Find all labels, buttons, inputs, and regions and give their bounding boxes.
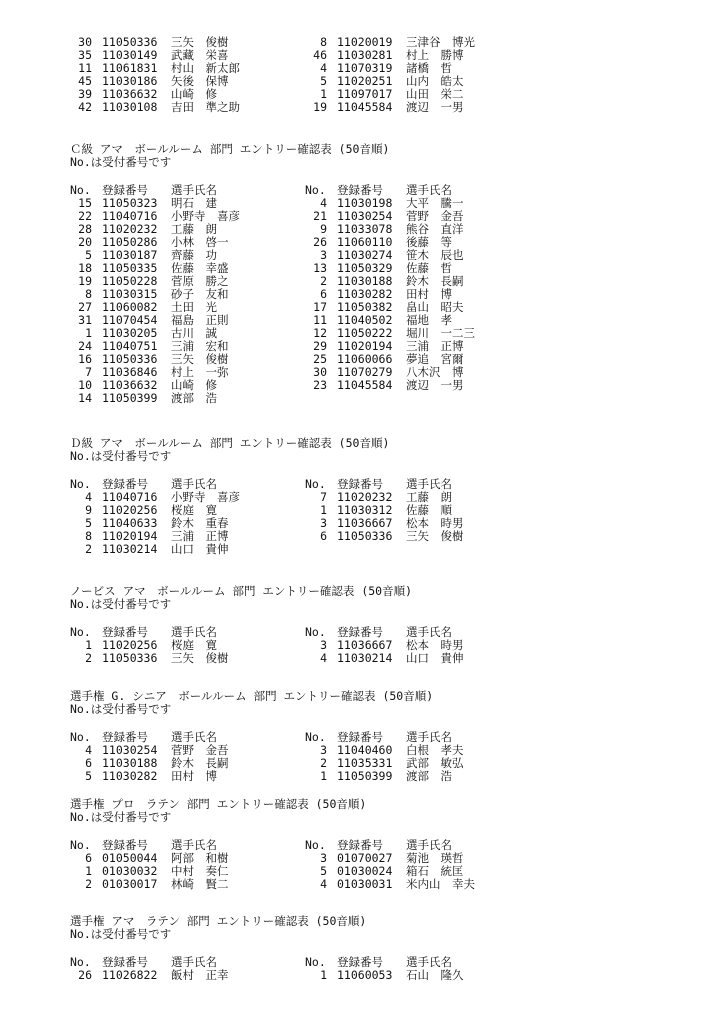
entry-no: 6 [320, 529, 327, 543]
player-name: 山内 皓太 [406, 74, 464, 88]
header-no: No. [70, 625, 91, 639]
entry-no: 5 [85, 248, 92, 262]
header-reg: 登録番号 [337, 183, 383, 197]
registration-number: 11030281 [337, 48, 393, 62]
entry-no: 3 [320, 638, 327, 652]
player-name: 後藤 等 [406, 235, 452, 249]
entry-no: 26 [78, 968, 92, 982]
entry-no: 9 [85, 503, 92, 517]
registration-number: 11097017 [337, 87, 393, 101]
registration-number: 11030312 [337, 503, 393, 517]
entry-no: 6 [85, 851, 92, 865]
registration-number: 11030186 [102, 74, 158, 88]
player-name: 箱石 統匡 [406, 864, 464, 878]
entry-no: 12 [313, 326, 327, 340]
entry-no: 8 [85, 287, 92, 301]
header-name: 選手氏名 [171, 625, 217, 639]
registration-number: 11030188 [102, 756, 158, 770]
registration-number: 11050382 [337, 300, 393, 314]
entry-no: 16 [78, 352, 92, 366]
player-name: 小野寺 喜彦 [171, 490, 240, 504]
registration-number: 11036632 [102, 87, 158, 101]
player-name: 山崎 修 [171, 378, 217, 392]
entry-no: 21 [313, 209, 327, 223]
header-no: No. [305, 730, 326, 744]
registration-number: 11030149 [102, 48, 158, 62]
registration-number: 11050336 [337, 529, 393, 543]
entry-no: 5 [320, 74, 327, 88]
entry-no: 30 [78, 35, 92, 49]
registration-number: 11040460 [337, 743, 393, 757]
registration-number: 11045584 [337, 100, 393, 114]
player-name: 桜庭 寛 [171, 638, 217, 652]
entry-no: 4 [320, 61, 327, 75]
player-name: 八木沢 博 [406, 365, 464, 379]
entry-no: 6 [85, 756, 92, 770]
header-no: No. [70, 183, 91, 197]
entry-no: 18 [78, 261, 92, 275]
player-name: 福地 孝 [406, 313, 452, 327]
player-name: 菅原 勝之 [171, 274, 229, 288]
header-reg: 登録番号 [102, 625, 148, 639]
registration-number: 11050329 [337, 261, 393, 275]
registration-number: 11030187 [102, 248, 158, 262]
registration-number: 11040633 [102, 516, 158, 530]
registration-number: 11035331 [337, 756, 393, 770]
header-name: 選手氏名 [171, 730, 217, 744]
player-name: 桜庭 寛 [171, 503, 217, 517]
header-no: No. [70, 477, 91, 491]
entry-no: 8 [320, 35, 327, 49]
entry-no: 5 [85, 516, 92, 530]
entry-no: 3 [320, 248, 327, 262]
player-name: 菅野 金吾 [406, 209, 464, 223]
header-reg: 登録番号 [102, 477, 148, 491]
registration-number: 11036846 [102, 365, 158, 379]
player-name: 武藏 栄喜 [171, 48, 229, 62]
registration-number: 11040716 [102, 209, 158, 223]
registration-number: 11030282 [102, 769, 158, 783]
player-name: 土田 光 [171, 300, 217, 314]
player-name: 笹木 辰也 [406, 248, 464, 262]
header-name: 選手氏名 [171, 955, 217, 969]
entry-no: 6 [320, 287, 327, 301]
registration-number: 11040751 [102, 339, 158, 353]
registration-number: 11045584 [337, 378, 393, 392]
entry-no: 1 [85, 326, 92, 340]
player-name: 三矢 俊樹 [171, 352, 229, 366]
player-name: 三矢 俊樹 [171, 651, 229, 665]
header-no: No. [305, 477, 326, 491]
section-title: Ｄ級 アマ ボールルーム 部門 エントリー確認表 (50音順) [70, 436, 390, 450]
registration-number: 01050044 [102, 851, 158, 865]
registration-number: 11030214 [337, 651, 393, 665]
header-name: 選手氏名 [171, 183, 217, 197]
entry-no: 3 [320, 851, 327, 865]
registration-number: 01030031 [337, 877, 393, 891]
header-name: 選手氏名 [171, 477, 217, 491]
entry-no: 42 [78, 100, 92, 114]
player-name: 田村 博 [406, 287, 452, 301]
entry-no: 7 [320, 490, 327, 504]
entry-no: 45 [78, 74, 92, 88]
entry-no: 5 [85, 769, 92, 783]
player-name: 諸橋 哲 [406, 61, 452, 75]
header-name: 選手氏名 [406, 183, 452, 197]
player-name: 小林 啓一 [171, 235, 229, 249]
header-name: 選手氏名 [171, 838, 217, 852]
section-note: No.は受付番号です [70, 597, 172, 611]
player-name: 林崎 賢二 [171, 877, 229, 891]
registration-number: 11036667 [337, 516, 393, 530]
header-name: 選手氏名 [406, 625, 452, 639]
header-name: 選手氏名 [406, 477, 452, 491]
entry-no: 20 [78, 235, 92, 249]
registration-number: 11060053 [337, 968, 393, 982]
header-no: No. [70, 838, 91, 852]
player-name: 鈴木 長嗣 [406, 274, 464, 288]
entry-no: 4 [85, 490, 92, 504]
registration-number: 11040716 [102, 490, 158, 504]
player-name: 田村 博 [171, 769, 217, 783]
entry-no: 3 [320, 516, 327, 530]
header-no: No. [305, 625, 326, 639]
player-name: 佐藤 哲 [406, 261, 452, 275]
header-name: 選手氏名 [406, 730, 452, 744]
entry-no: 25 [313, 352, 327, 366]
entry-no: 1 [85, 638, 92, 652]
registration-number: 11030214 [102, 542, 158, 556]
registration-number: 11030108 [102, 100, 158, 114]
section-title: 選手権 アマ ラテン 部門 エントリー確認表 (50音順) [70, 914, 367, 928]
registration-number: 11050399 [102, 391, 158, 405]
player-name: 福島 正則 [171, 313, 229, 327]
registration-number: 11036632 [102, 378, 158, 392]
header-reg: 登録番号 [337, 730, 383, 744]
registration-number: 11036667 [337, 638, 393, 652]
header-reg: 登録番号 [337, 625, 383, 639]
entry-no: 4 [320, 877, 327, 891]
section-note: No.は受付番号です [70, 702, 172, 716]
player-name: 菊池 瑛哲 [406, 851, 464, 865]
entry-no: 15 [78, 196, 92, 210]
entry-no: 4 [320, 196, 327, 210]
player-name: 三津谷 博光 [406, 35, 475, 49]
header-reg: 登録番号 [102, 183, 148, 197]
player-name: 畠山 昭夫 [406, 300, 464, 314]
player-name: 山田 栄二 [406, 87, 464, 101]
header-no: No. [305, 838, 326, 852]
player-name: 三浦 宏和 [171, 339, 229, 353]
player-name: 工藤 朗 [406, 490, 452, 504]
player-name: 渡辺 一男 [406, 100, 464, 114]
section-note: No.は受付番号です [70, 927, 172, 941]
player-name: 熊谷 直洋 [406, 222, 464, 236]
registration-number: 11030315 [102, 287, 158, 301]
entry-no: 23 [313, 378, 327, 392]
player-name: 佐藤 順 [406, 503, 452, 517]
player-name: 中村 奏仁 [171, 864, 229, 878]
player-name: 渡辺 一男 [406, 378, 464, 392]
entry-no: 31 [78, 313, 92, 327]
player-name: 三浦 正博 [406, 339, 464, 353]
section-title: Ｃ級 アマ ボールルーム 部門 エントリー確認表 (50音順) [70, 142, 390, 156]
player-name: 明石 建 [171, 196, 217, 210]
player-name: 山崎 修 [171, 87, 217, 101]
registration-number: 11070319 [337, 61, 393, 75]
section-note: No.は受付番号です [70, 155, 172, 169]
player-name: 菅野 金吾 [171, 743, 229, 757]
section-title: 選手権 G. シニア ボールルーム 部門 エントリー確認表 (50音順) [70, 689, 434, 703]
registration-number: 11030254 [102, 743, 158, 757]
entry-no: 29 [313, 339, 327, 353]
entry-no: 39 [78, 87, 92, 101]
registration-number: 01030024 [337, 864, 393, 878]
entry-no: 2 [320, 274, 327, 288]
registration-number: 11030205 [102, 326, 158, 340]
entry-no: 11 [313, 313, 327, 327]
entry-no: 2 [85, 542, 92, 556]
entry-no: 2 [320, 756, 327, 770]
player-name: 飯村 正幸 [171, 968, 229, 982]
header-reg: 登録番号 [337, 955, 383, 969]
entry-no: 2 [85, 651, 92, 665]
player-name: 三浦 正博 [171, 529, 229, 543]
player-name: 吉田 準之助 [171, 100, 240, 114]
entry-no: 7 [85, 365, 92, 379]
registration-number: 11020194 [102, 529, 158, 543]
registration-number: 01030032 [102, 864, 158, 878]
player-name: 古川 誠 [171, 326, 217, 340]
section-title: ノービス アマ ボールルーム 部門 エントリー確認表 (50音順) [70, 584, 413, 598]
entry-no: 9 [320, 222, 327, 236]
header-name: 選手氏名 [406, 955, 452, 969]
player-name: 阿部 和樹 [171, 851, 229, 865]
player-name: 武部 敏弘 [406, 756, 464, 770]
header-reg: 登録番号 [102, 838, 148, 852]
entry-no: 8 [85, 529, 92, 543]
player-name: 山口 貴伸 [171, 542, 229, 556]
header-reg: 登録番号 [102, 730, 148, 744]
registration-number: 11020232 [102, 222, 158, 236]
registration-number: 11030282 [337, 287, 393, 301]
entry-no: 10 [78, 378, 92, 392]
registration-number: 11040502 [337, 313, 393, 327]
entry-no: 46 [313, 48, 327, 62]
registration-number: 11060110 [337, 235, 393, 249]
registration-number: 11050222 [337, 326, 393, 340]
header-reg: 登録番号 [337, 477, 383, 491]
entry-no: 27 [78, 300, 92, 314]
header-no: No. [305, 955, 326, 969]
entry-no: 13 [313, 261, 327, 275]
registration-number: 11030188 [337, 274, 393, 288]
entry-no: 1 [320, 503, 327, 517]
entry-no: 26 [313, 235, 327, 249]
registration-number: 11020256 [102, 503, 158, 517]
player-name: 村上 勝博 [406, 48, 464, 62]
player-name: 渡部 浩 [406, 769, 452, 783]
header-name: 選手氏名 [406, 838, 452, 852]
registration-number: 11050399 [337, 769, 393, 783]
registration-number: 11060082 [102, 300, 158, 314]
player-name: 白根 孝夫 [406, 743, 464, 757]
entry-no: 1 [320, 87, 327, 101]
player-name: 三矢 俊樹 [406, 529, 464, 543]
registration-number: 11050286 [102, 235, 158, 249]
header-no: No. [70, 730, 91, 744]
registration-number: 11050336 [102, 352, 158, 366]
player-name: 村山 新太郎 [171, 61, 240, 75]
entry-no: 19 [313, 100, 327, 114]
player-name: 村上 一弥 [171, 365, 229, 379]
header-reg: 登録番号 [102, 955, 148, 969]
entry-no: 1 [85, 864, 92, 878]
header-reg: 登録番号 [337, 838, 383, 852]
registration-number: 11020256 [102, 638, 158, 652]
registration-number: 11030274 [337, 248, 393, 262]
player-name: 山口 貴伸 [406, 651, 464, 665]
header-no: No. [305, 183, 326, 197]
entry-no: 17 [313, 300, 327, 314]
entry-no: 22 [78, 209, 92, 223]
player-name: 大平 騰一 [406, 196, 464, 210]
player-name: 鈴木 重春 [171, 516, 229, 530]
registration-number: 11050228 [102, 274, 158, 288]
player-name: 三矢 俊樹 [171, 35, 229, 49]
registration-number: 11070279 [337, 365, 393, 379]
entry-no: 4 [320, 651, 327, 665]
registration-number: 11050335 [102, 261, 158, 275]
player-name: 松本 時男 [406, 516, 464, 530]
registration-number: 01030017 [102, 877, 158, 891]
player-name: 渡部 浩 [171, 391, 217, 405]
player-name: 佐藤 幸盛 [171, 261, 229, 275]
registration-number: 11026822 [102, 968, 158, 982]
player-name: 夢追 宮爾 [406, 352, 464, 366]
registration-number: 11050336 [102, 35, 158, 49]
entry-no: 28 [78, 222, 92, 236]
entry-no: 3 [320, 743, 327, 757]
registration-number: 11020019 [337, 35, 393, 49]
entry-no: 1 [320, 968, 327, 982]
entry-no: 1 [320, 769, 327, 783]
player-name: 小野寺 喜彦 [171, 209, 240, 223]
registration-number: 11020232 [337, 490, 393, 504]
registration-number: 11020251 [337, 74, 393, 88]
entry-no: 4 [85, 743, 92, 757]
section-note: No.は受付番号です [70, 810, 172, 824]
registration-number: 11050323 [102, 196, 158, 210]
player-name: 砂子 友和 [171, 287, 229, 301]
player-name: 鈴木 長嗣 [171, 756, 229, 770]
entry-no: 19 [78, 274, 92, 288]
player-name: 松本 時男 [406, 638, 464, 652]
entry-no: 14 [78, 391, 92, 405]
registration-number: 11030254 [337, 209, 393, 223]
entry-no: 2 [85, 877, 92, 891]
registration-number: 11061831 [102, 61, 158, 75]
player-name: 堀川 一二三 [406, 326, 475, 340]
entry-no: 35 [78, 48, 92, 62]
entry-no: 11 [78, 61, 92, 75]
player-name: 矢後 保博 [171, 74, 229, 88]
player-name: 齊藤 功 [171, 248, 217, 262]
entry-no: 5 [320, 864, 327, 878]
header-no: No. [70, 955, 91, 969]
registration-number: 11030198 [337, 196, 393, 210]
player-name: 米内山 幸夫 [406, 877, 475, 891]
registration-number: 01070027 [337, 851, 393, 865]
section-note: No.は受付番号です [70, 449, 172, 463]
registration-number: 11050336 [102, 651, 158, 665]
player-name: 石山 隆久 [406, 968, 464, 982]
entry-no: 30 [313, 365, 327, 379]
player-name: 工藤 朗 [171, 222, 217, 236]
registration-number: 11033078 [337, 222, 393, 236]
entry-no: 24 [78, 339, 92, 353]
registration-number: 11070454 [102, 313, 158, 327]
section-title: 選手権 プロ ラテン 部門 エントリー確認表 (50音順) [70, 797, 367, 811]
registration-number: 11060066 [337, 352, 393, 366]
registration-number: 11020194 [337, 339, 393, 353]
